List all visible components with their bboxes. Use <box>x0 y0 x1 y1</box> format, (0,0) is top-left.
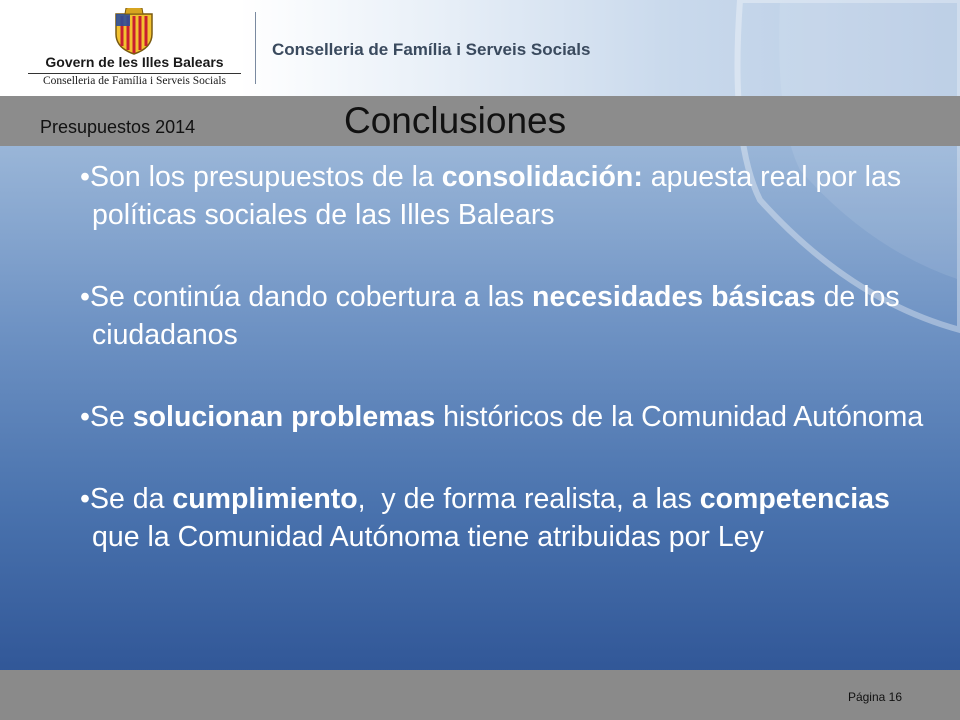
section-label: Presupuestos 2014 <box>40 117 196 137</box>
header-divider <box>255 12 256 84</box>
government-logo <box>22 8 247 88</box>
bullet-emphasis: competencias <box>699 483 890 515</box>
bullet-dot: • <box>80 161 90 193</box>
bullet-emphasis: consolidación: <box>441 161 643 193</box>
bullet-item <box>80 278 940 354</box>
bullet-text: Se da <box>89 483 173 515</box>
bullet-text: Se continúa dando cobertura a las <box>89 281 533 313</box>
government-name: Govern de les Illes Balears <box>45 54 224 70</box>
bullet-text: Son los presupuestos de la <box>89 161 442 193</box>
bullet-emphasis: cumplimiento <box>172 483 358 515</box>
footer-band <box>0 670 960 720</box>
slide-title: Conclusiones <box>344 100 567 141</box>
balearic-coat-of-arms-icon <box>112 8 156 56</box>
header <box>0 0 960 96</box>
department-title: Conselleria de Família i Serveis Socials <box>272 40 591 59</box>
bullet-item <box>80 158 940 234</box>
bullet-emphasis: solucionan problemas <box>132 401 436 433</box>
bullet-text: apuesta real por las políticas sociales de las Illes Balears <box>92 161 902 231</box>
bullet-dot: • <box>80 483 90 515</box>
bullet-text: , y de forma realista, a las <box>357 483 700 515</box>
bullet-dot: • <box>80 281 90 313</box>
bullet-emphasis: necesidades básicas <box>532 281 816 313</box>
bullet-item <box>80 480 940 556</box>
bullet-text: Se <box>89 401 133 433</box>
bullet-text: históricos de la Comunidad Autónoma <box>435 401 924 433</box>
bullet-dot: • <box>80 401 90 433</box>
page-number: Página 16 <box>847 690 902 704</box>
government-department: Conselleria de Família i Serveis Socials <box>42 75 226 87</box>
bullet-text: que la Comunidad Autónoma tiene atribuidas por Ley <box>92 521 764 553</box>
bullet-text: de los ciudadanos <box>92 281 900 351</box>
bullet-item <box>80 398 940 436</box>
bullet-list <box>80 158 940 556</box>
logo-divider <box>28 73 241 74</box>
